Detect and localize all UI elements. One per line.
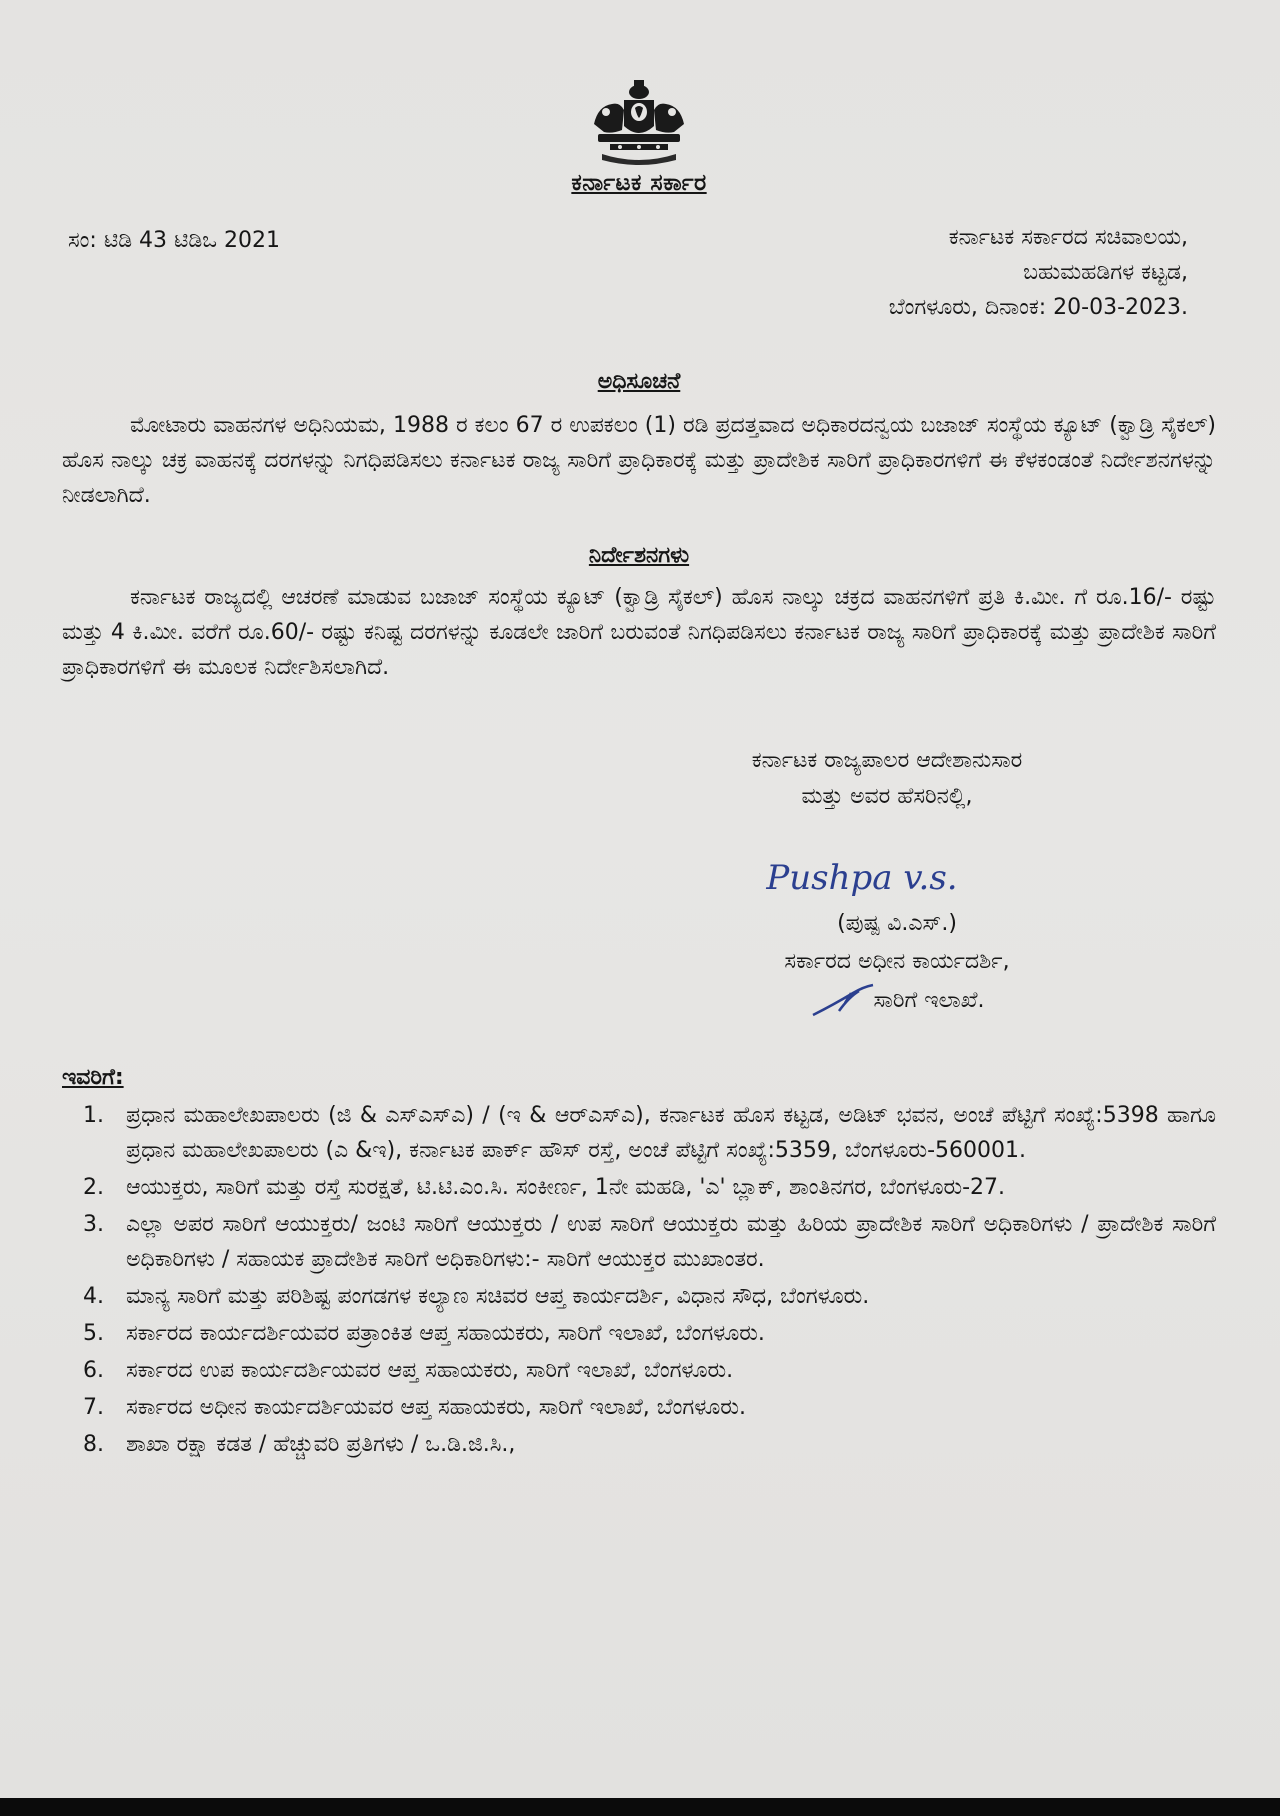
handwritten-signature — [262, 845, 962, 905]
list-item — [62, 1098, 1216, 1168]
item-number: 7. — [83, 1395, 104, 1420]
initial-scribble-icon — [809, 981, 879, 1021]
signatory-department: ಸಾರಿಗೆ ಇಲಾಖೆ. — [873, 988, 985, 1013]
list-item — [62, 1353, 1216, 1388]
reference-row — [62, 220, 1216, 325]
office-address — [889, 220, 1216, 325]
list-item — [62, 1207, 1216, 1277]
address-line: ಕರ್ನಾಟಕ ಸರ್ಕಾರದ ಸಚಿವಾಲಯ, — [948, 225, 1188, 250]
order-line: ಕರ್ನಾಟಕ ರಾಜ್ಯಪಾಲರ ಆದೇಶಾನುಸಾರ — [751, 748, 1023, 773]
signatory-name: (ಪುಷ್ಪ ವಿ.ಎಸ್.) — [837, 911, 957, 936]
item-text: ಎಲ್ಲಾ ಅಪರ ಸಾರಿಗೆ ಆಯುಕ್ತರು/ ಜಂಟಿ ಸಾರಿಗೆ ಆಯುಕ್ತರು / ಉಪ ಸಾರಿಗೆ ಆಯುಕ್ತರು ಮತ್ತು ಹಿರಿಯ ಪ್ರಾದೇಶಿಕ ಸಾರಿಗೆ ಅಧಿಕಾರಿಗಳು / ಪ್ರಾದೇಶಿಕ ಸಾರಿಗೆ ಅಧಿಕಾರಿಗಳು / ಸಹಾಯಕ ಪ್ರಾದೇಶಿಕ ಸಾರಿಗೆ ಅಧಿಕಾರಿಗಳು:- ಸಾರಿಗೆ ಆಯುಕ್ತರ ಮುಖಾಂತರ. — [126, 1212, 1216, 1272]
signatory-department-line — [662, 981, 1132, 1021]
item-number: 6. — [83, 1358, 104, 1383]
recipients-heading: ಇವರಿಗೆ: — [62, 1065, 124, 1090]
item-number: 4. — [83, 1284, 104, 1309]
list-item — [62, 1170, 1216, 1205]
directions-title: ನಿರ್ದೇಶನಗಳು — [588, 543, 690, 568]
item-text: ಸರ್ಕಾರದ ಕಾರ್ಯದರ್ಶಿಯವರ ಪತ್ರಾಂಕಿತ ಆಪ್ತ ಸಹಾಯಕರು, ಸಾರಿಗೆ ಇಲಾಖೆ, ಬೆಂಗಳೂರು. — [126, 1321, 765, 1346]
item-text: ಶಾಖಾ ರಕ್ಷಾ ಕಡತ / ಹೆಚ್ಚುವರಿ ಪ್ರತಿಗಳು / ಒ.ಡಿ.ಜಿ.ಸಿ., — [126, 1432, 516, 1457]
list-item — [62, 1427, 1216, 1462]
list-item — [62, 1390, 1216, 1425]
item-text: ಮಾನ್ಯ ಸಾರಿಗೆ ಮತ್ತು ಪರಿಶಿಷ್ಟ ಪಂಗಡಗಳ ಕಲ್ಯಾಣ ಸಚಿವರ ಆಪ್ತ ಕಾರ್ಯದರ್ಶಿ, ವಿಧಾನ ಸೌಧ, ಬೆಂಗಳೂರು. — [126, 1284, 870, 1309]
notification-title: ಅಧಿಸೂಚನೆ — [597, 369, 681, 394]
list-item — [62, 1316, 1216, 1351]
order-line: ಮತ್ತು ಅವರ ಹೆಸರಿನಲ್ಲಿ, — [801, 784, 973, 809]
reference-number: ಸಂ: ಟಿಡಿ 43 ಟಿಡಿಒ 2021 — [68, 228, 281, 253]
signatory-details — [662, 905, 1132, 1021]
government-title: ಕರ್ನಾಟಕ ಸರ್ಕಾರ — [571, 170, 707, 196]
signature-text: Pushpa v.s. — [766, 858, 958, 898]
item-text: ಸರ್ಕಾರದ ಅಧೀನ ಕಾರ್ಯದರ್ಶಿಯವರ ಆಪ್ತ ಸಹಾಯಕರು, ಸಾರಿಗೆ ಇಲಾಖೆ, ಬೆಂಗಳೂರು. — [126, 1395, 746, 1420]
item-number: 5. — [83, 1321, 104, 1346]
directions-body: ಕರ್ನಾಟಕ ರಾಜ್ಯದಲ್ಲಿ ಆಚರಣೆ ಮಾಡುವ ಬಜಾಜ್ ಸಂಸ್ಥೆಯ ಕ್ಯೂಟ್ (ಕ್ವಾಡ್ರಿ ಸೈಕಲ್) ಹೊಸ ನಾಲ್ಕು ಚಕ್ರದ ವಾಹನಗಳಿಗೆ ಪ್ರತಿ ಕಿ.ಮೀ. ಗೆ ರೂ.16/- ರಷ್ಟು ಮತ್ತು 4 ಕಿ.ಮೀ. ವರೆಗೆ ರೂ.60/- ರಷ್ಟು ಕನಿಷ್ಟ ದರಗಳನ್ನು ಕೂಡಲೇ ಜಾರಿಗೆ ಬರುವಂತೆ ನಿಗಧಿಪಡಿಸಲು ಕರ್ನಾಟಕ ರಾಜ್ಯ ಸಾರಿಗೆ ಪ್ರಾಧಿಕಾರಕ್ಕೆ ಮತ್ತು ಪ್ರಾದೇಶಿಕ ಸಾರಿಗೆ ಪ್ರಾಧಿಕಾರಗಳಿಗೆ ಈ ಮೂಲಕ ನಿರ್ದೇಶಿಸಲಾಗಿದೆ. — [62, 585, 1216, 680]
order-authority — [647, 743, 1127, 815]
karnataka-state-emblem-icon — [584, 78, 694, 166]
signatory-designation: ಸರ್ಕಾರದ ಅಧೀನ ಕಾರ್ಯದರ್ಶಿ, — [784, 949, 1010, 974]
list-item — [62, 1279, 1216, 1314]
item-text: ಆಯುಕ್ತರು, ಸಾರಿಗೆ ಮತ್ತು ರಸ್ತೆ ಸುರಕ್ಷತೆ, ಟಿ.ಟಿ.ಎಂ.ಸಿ. ಸಂಕೀರ್ಣ, 1ನೇ ಮಹಡಿ, 'ಎ' ಬ್ಲಾಕ್, ಶಾಂತಿನಗರ, ಬೆಂಗಳೂರು-27. — [126, 1175, 1006, 1200]
item-number: 3. — [83, 1212, 104, 1237]
notification-body: ಮೋಟಾರು ವಾಹನಗಳ ಅಧಿನಿಯಮ, 1988 ರ ಕಲಂ 67 ರ ಉಪಕಲಂ (1) ರಡಿ ಪ್ರದತ್ತವಾದ ಅಧಿಕಾರದನ್ವಯ ಬಜಾಜ್ ಸಂಸ್ಥೆಯ ಕ್ಯೂಟ್ (ಕ್ವಾಡ್ರಿ ಸೈಕಲ್) ಹೊಸ ನಾಲ್ಕು ಚಕ್ರ ವಾಹನಕ್ಕೆ ದರಗಳನ್ನು ನಿಗಧಿಪಡಿಸಲು ಕರ್ನಾಟಕ ರಾಜ್ಯ ಸಾರಿಗೆ ಪ್ರಾಧಿಕಾರಕ್ಕೆ ಮತ್ತು ಪ್ರಾದೇಶಿಕ ಸಾರಿಗೆ ಪ್ರಾಧಿಕಾರಗಳಿಗೆ ಈ ಕೆಳಕಂಡಂತೆ ನಿರ್ದೇಶನಗಳನ್ನು ನೀಡಲಾಗಿದೆ. — [62, 413, 1216, 508]
recipients-list — [62, 1098, 1216, 1462]
item-text: ಪ್ರಧಾನ ಮಹಾಲೇಖಪಾಲರು (ಜಿ & ಎಸ್‌ಎಸ್‌ಎ) / (ಇ & ಆರ್‌ಎಸ್‌ಎ), ಕರ್ನಾಟಕ ಹೊಸ ಕಟ್ಟಡ, ಅಡಿಟ್ ಭವನ, ಅಂಚೆ ಪೆಟ್ಟಿಗೆ ಸಂಖ್ಯೆ:5398 ಹಾಗೂ ಪ್ರಧಾನ ಮಹಾಲೇಖಪಾಲರು (ಎ &ಇ), ಕರ್ನಾಟಕ ಪಾರ್ಕ್ ಹೌಸ್ ರಸ್ತೆ, ಅಂಚೆ ಪೆಟ್ಟಿಗೆ ಸಂಖ್ಯೆ:5359, ಬೆಂಗಳೂರು-560001. — [126, 1103, 1216, 1163]
item-number: 2. — [83, 1175, 104, 1200]
item-number: 1. — [83, 1103, 104, 1128]
item-text: ಸರ್ಕಾರದ ಉಪ ಕಾರ್ಯದರ್ಶಿಯವರ ಆಪ್ತ ಸಹಾಯಕರು, ಸಾರಿಗೆ ಇಲಾಖೆ, ಬೆಂಗಳೂರು. — [126, 1358, 734, 1383]
item-number: 8. — [83, 1432, 104, 1457]
address-line: ಬಹುಮಹಡಿಗಳ ಕಟ್ಟಡ, — [1023, 260, 1188, 285]
address-date-line: ಬೆಂಗಳೂರು, ದಿನಾಂಕ: 20-03-2023. — [888, 295, 1188, 320]
